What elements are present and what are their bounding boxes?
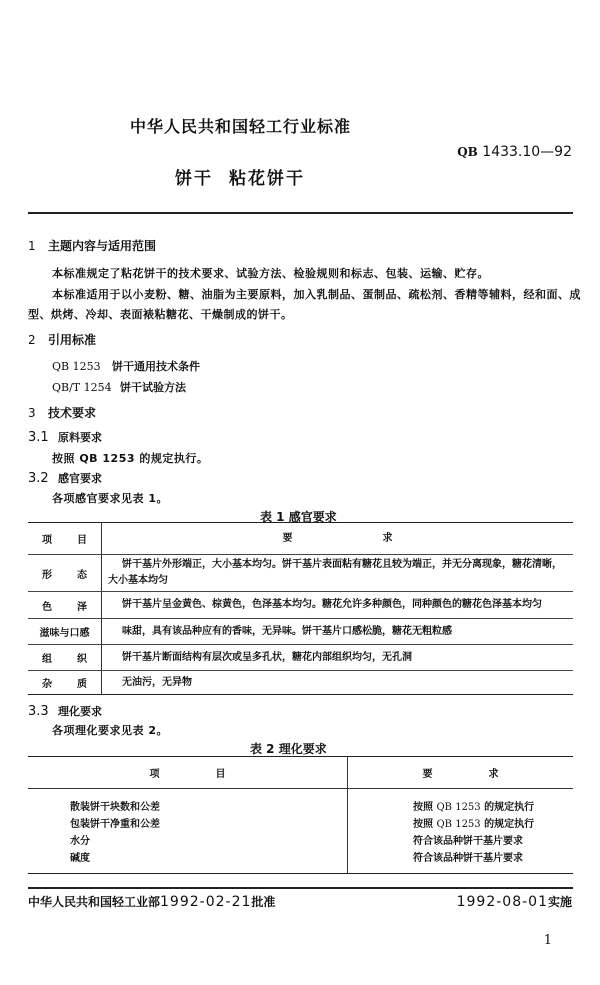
table-row <box>28 816 573 833</box>
implementation-action: 实施 <box>547 895 572 909</box>
header-rule <box>28 212 573 214</box>
row-requirement: 符合该品种饼干基片要求 <box>413 836 523 847</box>
row-item: 形 态 <box>28 555 102 592</box>
column-header-item: 项 目 <box>28 757 348 789</box>
section-3-heading <box>28 404 96 421</box>
standard-code-prefix: QB <box>457 145 478 159</box>
section-number: 2 <box>28 333 36 347</box>
subsection-number: 3.2 <box>28 471 49 486</box>
subsection-title: 原料要求 <box>58 431 102 444</box>
physicochemical-requirements-table <box>28 756 573 874</box>
row-item: 杂 质 <box>28 671 102 695</box>
approval-organization: 中华人民共和国轻工业部 <box>28 895 161 909</box>
subsection-3-1-text: 按照 QB 1253 的规定执行。 <box>52 452 209 465</box>
table-row <box>28 555 573 592</box>
sensory-requirements-table <box>28 522 573 695</box>
section-1-paragraph-1: 本标准规定了粘花饼干的技术要求、试验方法、检验规则和标志、包装、运输、贮存。 <box>52 267 489 280</box>
row-item: 色 泽 <box>28 592 102 619</box>
row-requirement: 饼干基片外形端正，大小基本均匀。饼干基片表面粘有糖花且较为端正，并无分离现象，糖花清晰， 大小基本均匀 <box>102 555 574 592</box>
section-1-paragraph-2-line-1: 本标准适用于以小麦粉、糖、油脂为主要原料，加入乳制品、蛋制品、疏松剂、香精等辅料，经和面、成 <box>52 288 581 301</box>
reference-item <box>52 358 200 374</box>
subsection-title: 理化要求 <box>58 705 102 718</box>
row-item: 散装饼干块数和公差 <box>28 799 348 816</box>
table-2-caption: 表 2 理化要求 <box>250 742 327 756</box>
row-requirement: 饼干基片呈金黄色、棕黄色，色泽基本均匀。糖花允许多种颜色，同种颜色的糖花色泽基本均匀 <box>102 592 574 619</box>
section-1-paragraph-2-line-2: 型、烘烤、冷却、表面裱粘糖花、干燥制成的饼干。 <box>28 308 293 321</box>
reference-name: 饼干通用技术条件 <box>112 360 200 373</box>
implementation-info <box>457 893 572 910</box>
reference-code: QB 1253 <box>52 360 101 373</box>
row-requirement: 饼干基片断面结构有层次或呈多孔状，糖花内部组织均匀，无孔洞 <box>102 645 574 671</box>
reference-item <box>52 379 186 395</box>
row-requirement: 按照 QB 1253 的规定执行 <box>413 802 535 813</box>
table-row <box>28 592 573 619</box>
table-row <box>28 671 573 695</box>
page-number: 1 <box>543 933 552 948</box>
table-1-caption: 表 1 感官要求 <box>260 510 337 524</box>
reference-name: 饼干试验方法 <box>120 381 186 394</box>
section-1-heading <box>28 237 156 254</box>
column-header-requirement: 要 求 <box>348 757 574 789</box>
subsection-3-3-heading <box>28 703 102 719</box>
standard-organization: 中华人民共和国轻工行业标准 <box>130 117 352 136</box>
row-requirement: 无油污，无异物 <box>122 676 192 688</box>
reference-code: QB/T 1254 <box>52 381 112 394</box>
row-requirement: 味甜，具有该品种应有的香味，无异味。饼干基片口感松脆，糖花无粗粒感 <box>102 619 574 645</box>
table-row <box>28 833 573 850</box>
approval-date: 1992-02-21 <box>160 894 252 910</box>
row-requirement: 按照 QB 1253 的规定执行 <box>413 819 535 830</box>
subsection-number: 3.1 <box>28 430 49 445</box>
footer-rule <box>28 887 573 889</box>
subsection-number: 3.3 <box>28 704 49 719</box>
table-row <box>28 619 573 645</box>
section-title: 主题内容与适用范围 <box>48 239 157 253</box>
table-row <box>28 850 573 867</box>
row-item: 滋味与口感 <box>28 619 102 645</box>
implementation-date: 1992-08-01 <box>456 894 548 910</box>
section-number: 3 <box>28 406 36 420</box>
title-part2: 粘花饼干 <box>229 169 305 189</box>
standard-code-number: 1433.10—92 <box>482 144 572 160</box>
subsection-3-2-text: 各项感官要求见表 1。 <box>52 492 168 505</box>
standard-code <box>457 144 572 160</box>
row-item: 碱度 <box>28 850 348 867</box>
title-part1: 饼干 <box>175 169 213 189</box>
approval-info <box>28 893 275 910</box>
table-header-row <box>28 523 573 555</box>
subsection-3-2-heading <box>28 470 102 486</box>
section-title: 引用标准 <box>48 333 97 347</box>
column-header-requirement: 要 求 <box>102 523 574 555</box>
row-item: 包装饼干净重和公差 <box>28 816 348 833</box>
subsection-3-1-heading <box>28 429 102 445</box>
row-item: 组 织 <box>28 645 102 671</box>
section-2-heading <box>28 331 96 348</box>
section-number: 1 <box>28 239 36 253</box>
section-title: 技术要求 <box>48 406 97 420</box>
row-requirement: 符合该品种饼干基片要求 <box>413 853 523 864</box>
table-row <box>28 645 573 671</box>
subsection-3-3-text: 各项理化要求见表 2。 <box>52 724 168 737</box>
approval-action: 批准 <box>251 895 276 909</box>
column-header-item: 项 目 <box>28 523 102 555</box>
document-title <box>175 164 305 189</box>
subsection-title: 感官要求 <box>58 472 102 485</box>
row-item: 水分 <box>28 833 348 850</box>
table-row <box>28 799 573 816</box>
table-header-row <box>28 757 573 789</box>
